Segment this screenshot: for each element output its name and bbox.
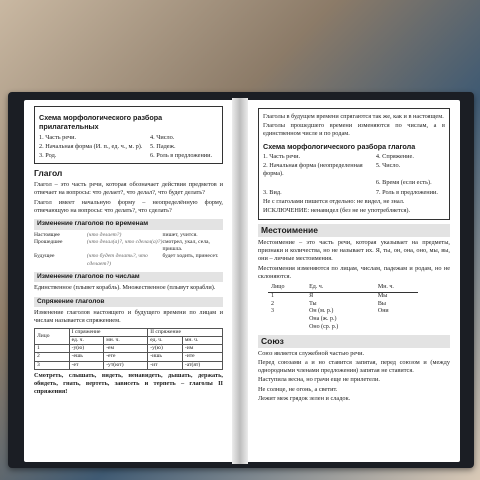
table-cell: -ишь [148,353,183,361]
table-cell: 3 [35,361,70,369]
pronoun-change-rule: Местоимения изменяются по лицам, числам, падежам и родам, но не склоняются. [258,264,450,280]
table-cell: -ет [69,361,104,369]
past-tense-note: Глаголы прошедшего времени изменяются по числам, а в единственном числе и по родам. [263,122,445,138]
tense-heading: Изменение глаголов по временам [34,219,223,230]
table-row [268,308,418,316]
verb-definition: Глагол – это часть речи, которая обозначает действия предметов и отвечает на вопросы: что делает?, что делал?, что будет делать? [34,181,223,197]
tense-label: Будущее [34,253,55,260]
table-row [268,292,418,300]
morph-item: 5. Падеж. [149,142,176,150]
table-cell: 2 [35,353,70,361]
tense-row [34,253,223,268]
table-cell: Ты [309,300,317,307]
pronoun-definition: Местоимение – это часть речи, которая указывает на предметы, признаки и количества, но не называет их. Я, ты, он, она, оно, мы, вы, они – личные местоимения. [258,239,450,263]
morph-item: 1. Часть речи. [39,133,77,141]
table-cell: Мы [377,292,388,299]
adjective-morph-title: Схема морфологического разбора прилагательных [39,113,163,132]
tense-example: пишет, учится. [162,231,198,238]
morph-item: 2. Начальная форма (И. п., ед. ч., м. р). [39,142,143,150]
morph-item: 6. Время (если есть). [375,179,432,187]
table-row [35,353,223,361]
conjugation-table [34,328,223,370]
tense-example: смотрел, укал, села, пришла. [162,238,210,253]
table-cell: -им [182,345,222,353]
conjugation-heading: Спряжение глаголов [34,297,223,308]
tense-row [34,232,223,239]
sub-header: ед. ч. [69,336,104,344]
right-page [248,100,460,462]
table-cell [375,316,418,324]
col-face: Лицо [268,284,306,292]
tense-label: Прошедшее [34,238,63,245]
table-cell [268,316,306,324]
union-heading: Союз [258,335,450,348]
table-cell [268,324,306,332]
col-conj-ii: II спряжение [148,328,223,336]
table-row [268,316,418,324]
union-example: Наступила весна, но грачи еще не прилетели. [258,376,380,384]
union-definition: Союз является служебной частью речи. [258,349,365,357]
adjective-morph-box [34,106,223,164]
table-cell: -у(ю) [148,345,183,353]
table-cell: -ат(ят) [182,361,222,369]
left-page [24,100,232,462]
table-cell: 1 [35,345,70,353]
future-tense-note: Глаголы в будущем времени спрягаются так же, как и в настоящем. [263,113,444,120]
ne-rule: Не с глаголами пишется отдельно: не видел, не знал. [263,197,405,205]
morph-item: 1. Часть речи. [263,152,301,160]
col-face: Лицо [35,328,70,345]
morph-item: 5. Число. [375,162,401,170]
table-cell: -ите [182,353,222,361]
verb-morph-title: Схема морфологического разбора глагола [263,141,416,151]
table-cell: -ешь [69,353,104,361]
verb-morph-list [263,153,445,197]
table-cell: -ут(ют) [104,361,148,369]
tense-label: Настоящее [34,231,60,238]
table-cell: -ит [148,361,183,369]
col-plural: Мн. ч. [375,284,418,292]
table-cell: Они [377,308,389,315]
table-cell: 2 [271,300,274,307]
morph-item: 2. Начальная форма (неопределенная форма). [263,162,363,178]
union-example: Не солнце, не огонь, а светит. [258,385,338,393]
sub-header: ед. ч. [148,336,183,344]
table-row [35,361,223,369]
tense-question: (что будет делать?, что сделает?) [86,253,148,267]
conjugation-exceptions: Смотреть, слышать, видеть, ненавидеть, дышать, держать, обидеть, гнать, вертеть, зависеть и терпеть – глаголы II спряжения! [34,371,223,396]
morph-item: 4. Спряжение. [375,152,414,160]
morph-item: 4. Число. [149,133,175,141]
number-heading: Изменение глаголов по числам [34,272,223,283]
table-cell: -ете [104,353,148,361]
pronoun-table [268,284,418,332]
table-cell: -у(ю) [69,345,104,353]
number-text: Единственное (плывет корабль). Множественное (плывут корабли). [34,284,216,292]
table-cell [375,324,418,332]
ne-exception: ИСКЛЮЧЕНИЕ: ненавидел (без не не употребляется). [263,206,411,214]
table-cell: Она (ж. р.) [309,316,337,323]
union-example: Лежит меж грядок зелен и сладок. [258,394,351,402]
verb-heading: Глагол [34,168,63,179]
union-comma-rule: Перед союзами а и но ставится запятая, перед союзом и (между однородными членами предложения) запятая не ставится. [258,358,450,375]
table-cell: Оно (ср. р.) [309,323,339,330]
table-cell: Вы [377,300,386,307]
pronoun-heading: Местоимение [258,224,450,237]
verb-initial-form: Глагол имеет начальную форму – неопределённую форму, отвечающую на вопросы: что делать?, что сделать? [34,198,223,214]
col-conj-i: I спряжение [69,328,148,336]
col-singular: Ед. ч. [306,284,375,292]
verb-morph-box [258,108,450,220]
morph-item: 3. Род. [39,152,57,160]
conjugation-text: Изменение глаголов настоящего и будущего времени по лицам и числам называется спряжением. [34,309,223,325]
sub-header: мн. ч. [182,336,222,344]
table-row [268,324,418,332]
sub-header: мн. ч. [104,336,148,344]
table-cell: Он (м. р.) [309,308,334,315]
tense-example: будет ходить, принесет. [162,253,219,260]
morph-item: 3. Вид. [263,188,282,196]
table-cell: 1 [271,292,274,299]
table-row [35,345,223,353]
table-cell: Я [309,292,314,299]
tense-question: (что делал(а)?, что сделал(а)?) [86,238,163,245]
table-cell: -ем [104,345,148,353]
notebook-spine [232,98,248,464]
morph-item [263,179,376,187]
adjective-morph-list [39,134,218,161]
morph-item: 6. Роль в предложении. [149,152,213,160]
morph-item: 7. Роль в предложении. [375,188,438,196]
tense-row [34,239,223,254]
table-cell: 3 [271,308,274,315]
tense-question: (что делает?) [86,231,122,238]
table-row [268,301,418,309]
